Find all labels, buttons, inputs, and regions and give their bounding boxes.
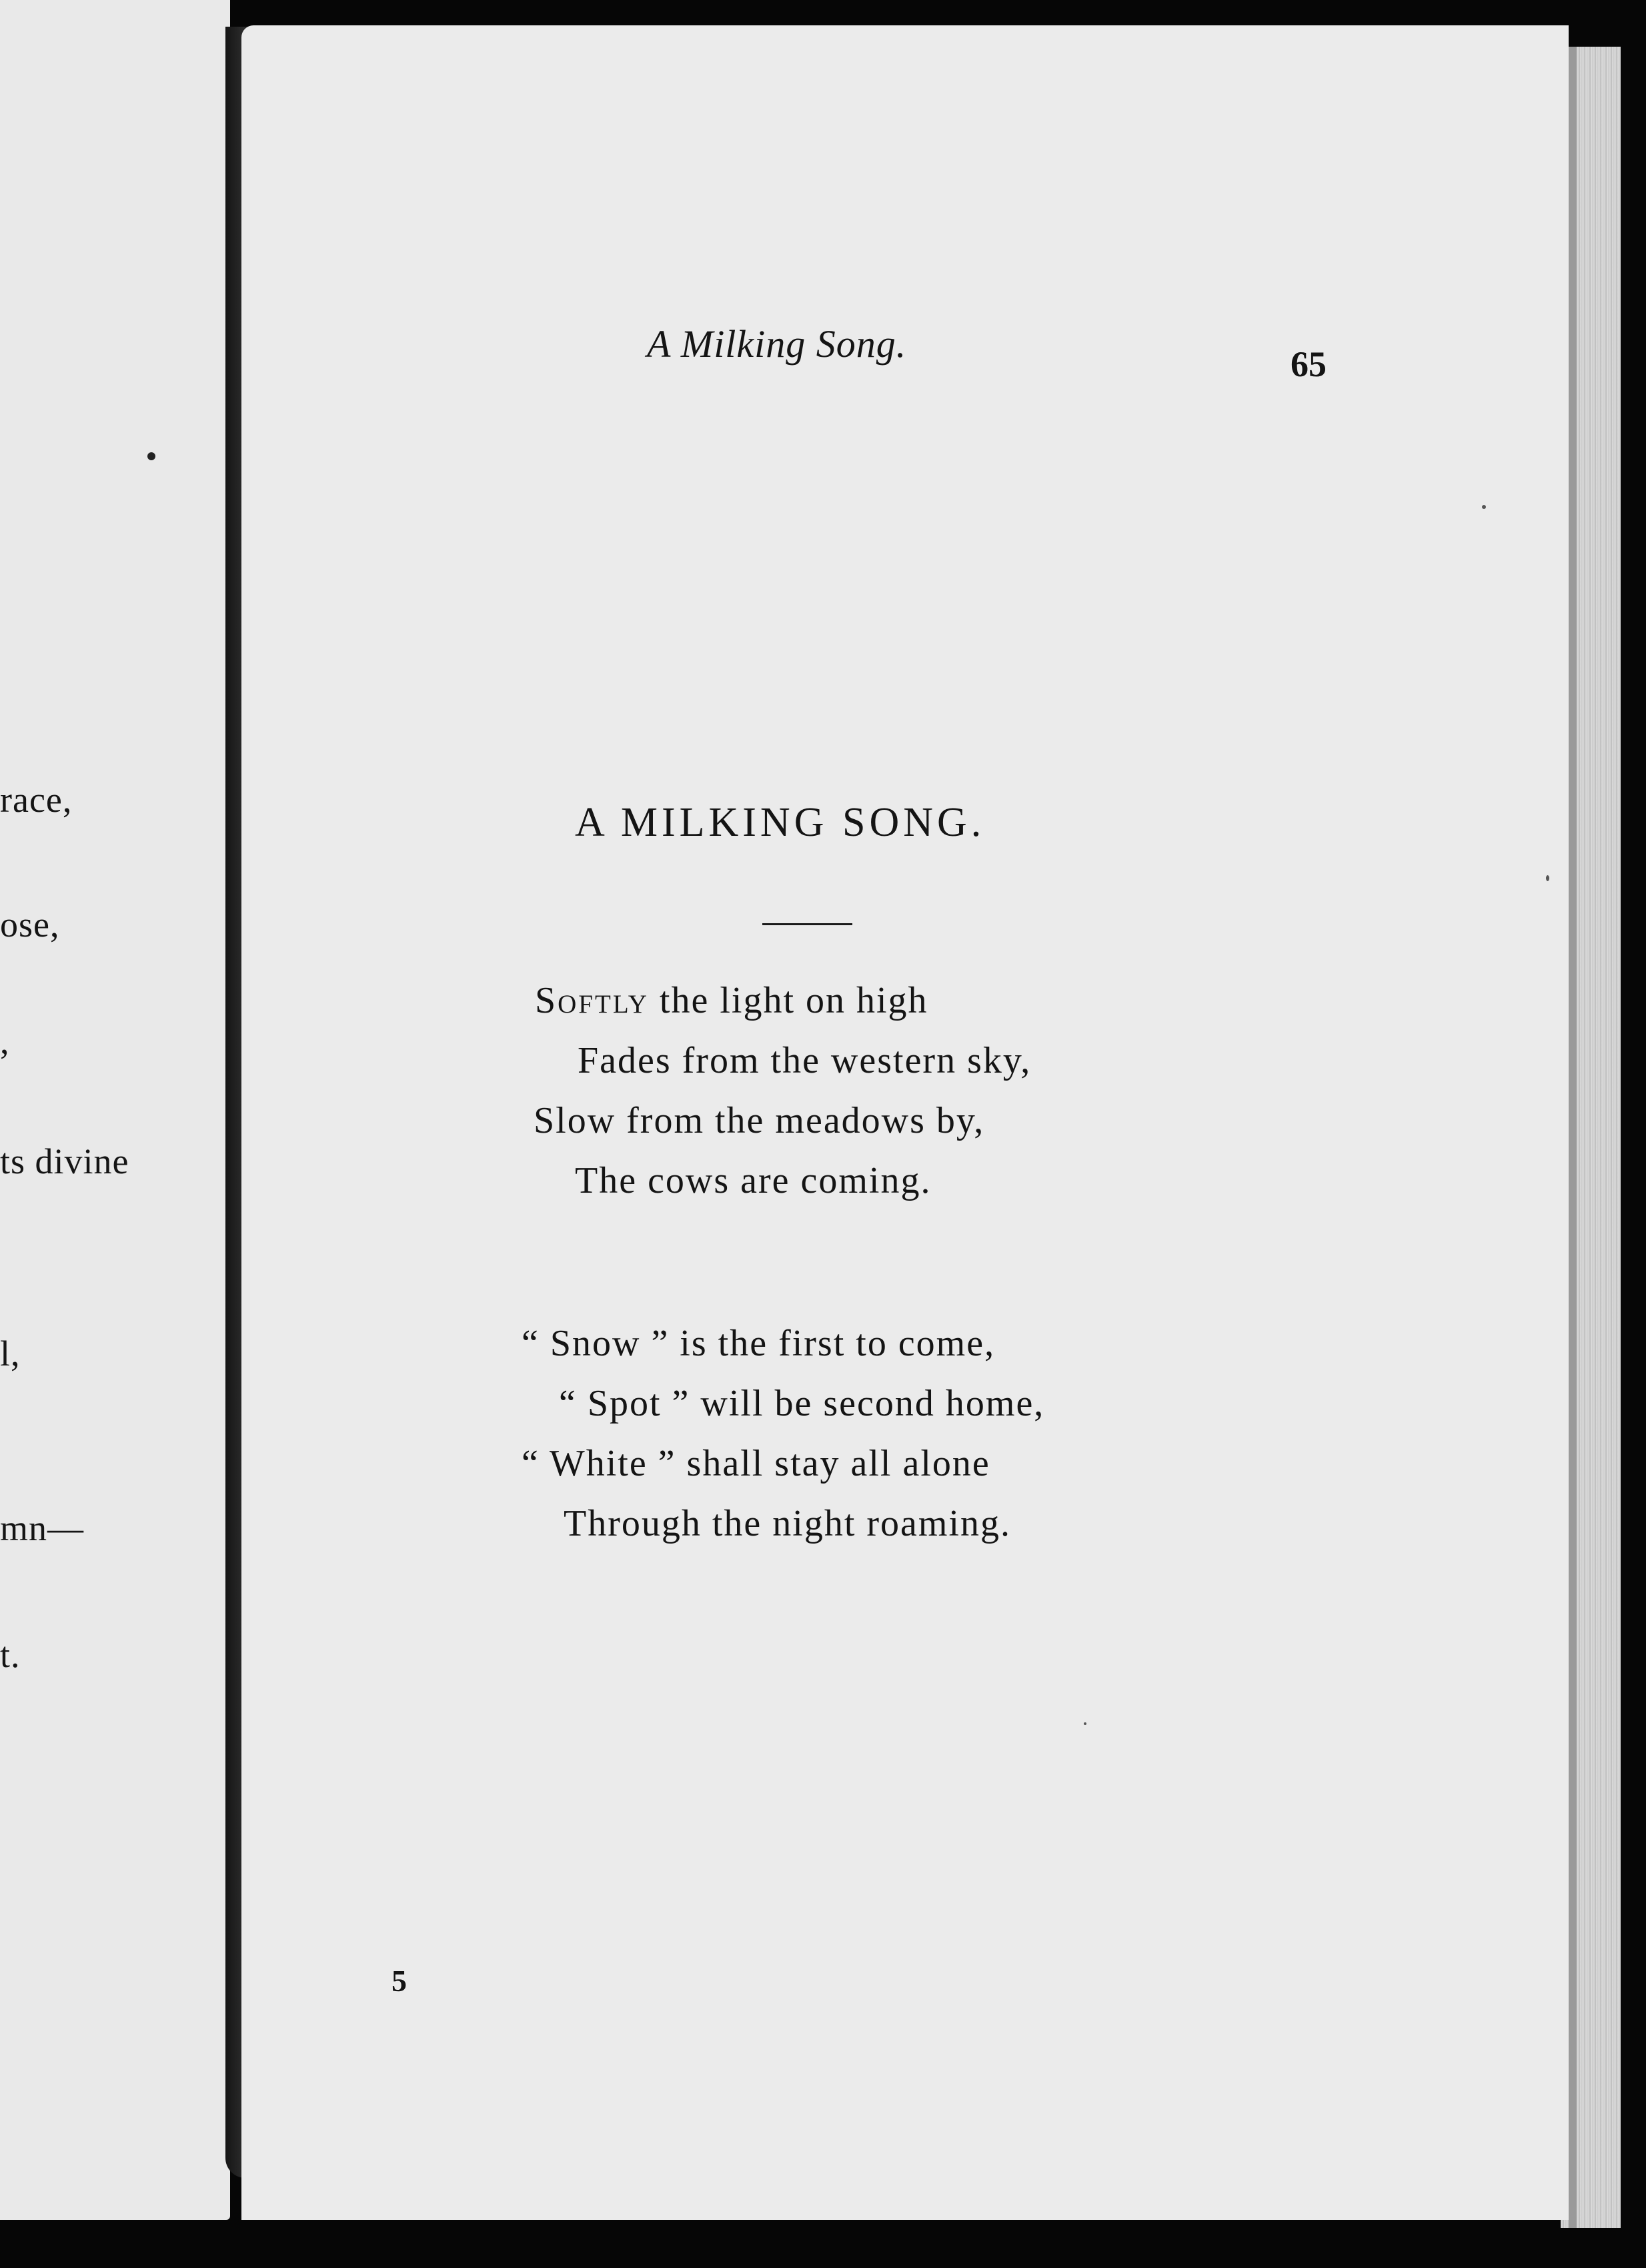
poem-line: “ Spot ” will be second home, xyxy=(559,1383,1045,1424)
ink-speck xyxy=(1546,875,1549,881)
poem-line: Fades from the western sky, xyxy=(578,1040,1032,1081)
poem-line xyxy=(535,979,928,1022)
poem-title: A MILKING SONG. xyxy=(575,800,986,845)
left-page xyxy=(0,0,230,2220)
drop-word: Softly xyxy=(535,980,649,1021)
left-page-fragment: ose, xyxy=(0,905,60,945)
poem-line: “ White ” shall stay all alone xyxy=(522,1443,990,1484)
poem-line-text: the light on high xyxy=(648,980,928,1021)
poem-line: Through the night roaming. xyxy=(564,1503,1012,1544)
ink-dot xyxy=(147,452,155,460)
title-rule xyxy=(762,923,852,925)
left-page-fragment: ts divine xyxy=(0,1141,129,1181)
signature-mark: 5 xyxy=(391,1964,407,1998)
running-head: A Milking Song. xyxy=(647,322,907,366)
ink-speck xyxy=(1084,1722,1086,1725)
page-number: 65 xyxy=(1291,344,1327,384)
left-page-fragment: , xyxy=(0,1021,10,1061)
poem-line: The cows are coming. xyxy=(575,1160,932,1201)
poem-line: Slow from the meadows by, xyxy=(534,1100,985,1141)
ink-speck xyxy=(1482,505,1486,509)
poem-line: “ Snow ” is the first to come, xyxy=(522,1323,996,1364)
left-page-fragment: t. xyxy=(0,1635,21,1675)
left-page-fragment: mn— xyxy=(0,1508,85,1548)
page-edge-shadow xyxy=(1569,47,1577,2228)
left-page-fragment: l, xyxy=(0,1333,21,1373)
left-page-fragment: race, xyxy=(0,780,73,820)
